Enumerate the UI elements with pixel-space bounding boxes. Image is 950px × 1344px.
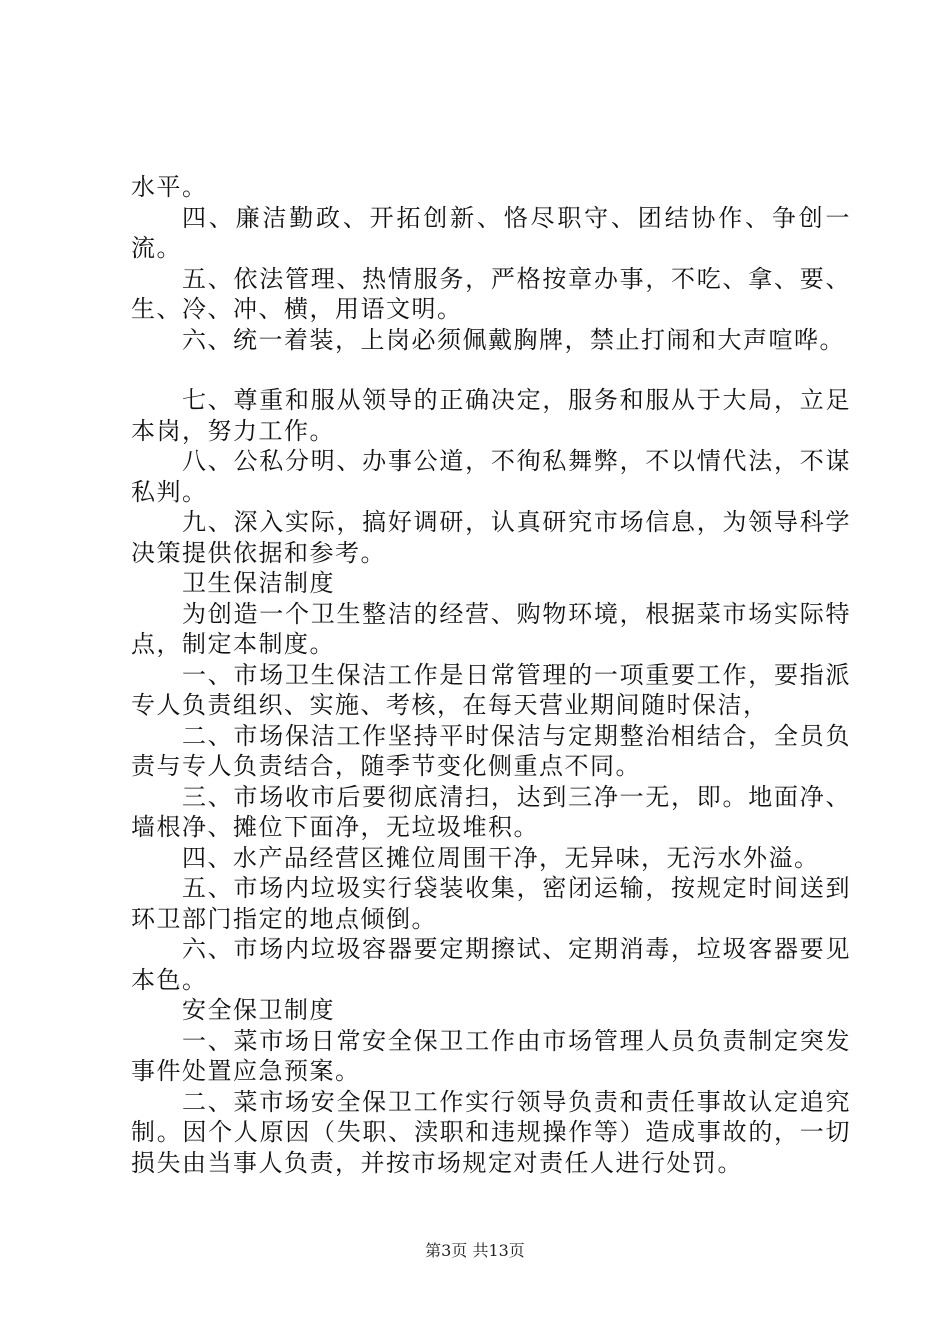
section-heading-sanitation: 卫生保洁制度	[182, 569, 335, 597]
page-number-footer: 第3页 共13页	[425, 1241, 525, 1260]
paragraph-item-8: 八、公私分明、办事公道，不徇私舞弊，不以情代法，不谋私判。	[131, 447, 851, 506]
paragraph-item-4: 四、廉洁勤政、开拓创新、恪尽职守、团结协作、争创一流。	[131, 203, 851, 262]
paragraph-security-2: 二、菜市场安全保卫工作实行领导负责和责任事故认定追究制。因个人原因（失职、渎职和违规操作等）造成事故的，一切损失由当事人负责，并按市场规定对责任人进行处罚。	[131, 1087, 851, 1177]
paragraph-item-7: 七、尊重和服从领导的正确决定，服务和服从于大局，立足本岗，努力工作。	[131, 386, 851, 445]
paragraph-item-6: 六、统一着装，上岗必须佩戴胸牌，禁止打闹和大声喧哗。	[182, 325, 845, 354]
paragraph-sanitation-4: 四、水产品经营区摊位周围干净，无异味，无污水外溢。	[182, 843, 820, 872]
paragraph-security-1: 一、菜市场日常安全保卫工作由市场管理人员负责制定突发事件处置应急预案。	[131, 1026, 851, 1085]
paragraph-item-9: 九、深入实际，搞好调研，认真研究市场信息，为领导科学决策提供依据和参考。	[131, 508, 851, 567]
paragraph-sanitation-1: 一、市场卫生保洁工作是日常管理的一项重要工作，要指派专人负责组织、实施、考核，在每天营业期间随时保洁，	[131, 660, 851, 719]
paragraph-sanitation-3: 三、市场收市后要彻底清扫，达到三净一无，即。地面净、墙根净、摊位下面净，无垃圾堆积。	[131, 782, 851, 841]
document-body	[131, 172, 851, 1178]
paragraph-sanitation-6: 六、市场内垃圾容器要定期擦试、定期消毒，垃圾客器要见本色。	[131, 935, 851, 994]
paragraph-sanitation-intro: 为创造一个卫生整洁的经营、购物环境，根据菜市场实际特点，制定本制度。	[131, 599, 851, 658]
paragraph-item-5: 五、依法管理、热情服务，严格按章办事，不吃、拿、要、生、冷、冲、横，用语文明。	[131, 264, 851, 323]
paragraph-sanitation-5: 五、市场内垃圾实行袋装收集，密闭运输，按规定时间送到环卫部门指定的地点倾倒。	[131, 874, 851, 933]
paragraph-sanitation-2: 二、市场保洁工作坚持平时保洁与定期整治相结合，全员负责与专人负责结合，随季节变化侧重点不同。	[131, 721, 851, 780]
section-heading-security: 安全保卫制度	[182, 996, 335, 1024]
paragraph-continuation: 水平。	[131, 173, 208, 201]
